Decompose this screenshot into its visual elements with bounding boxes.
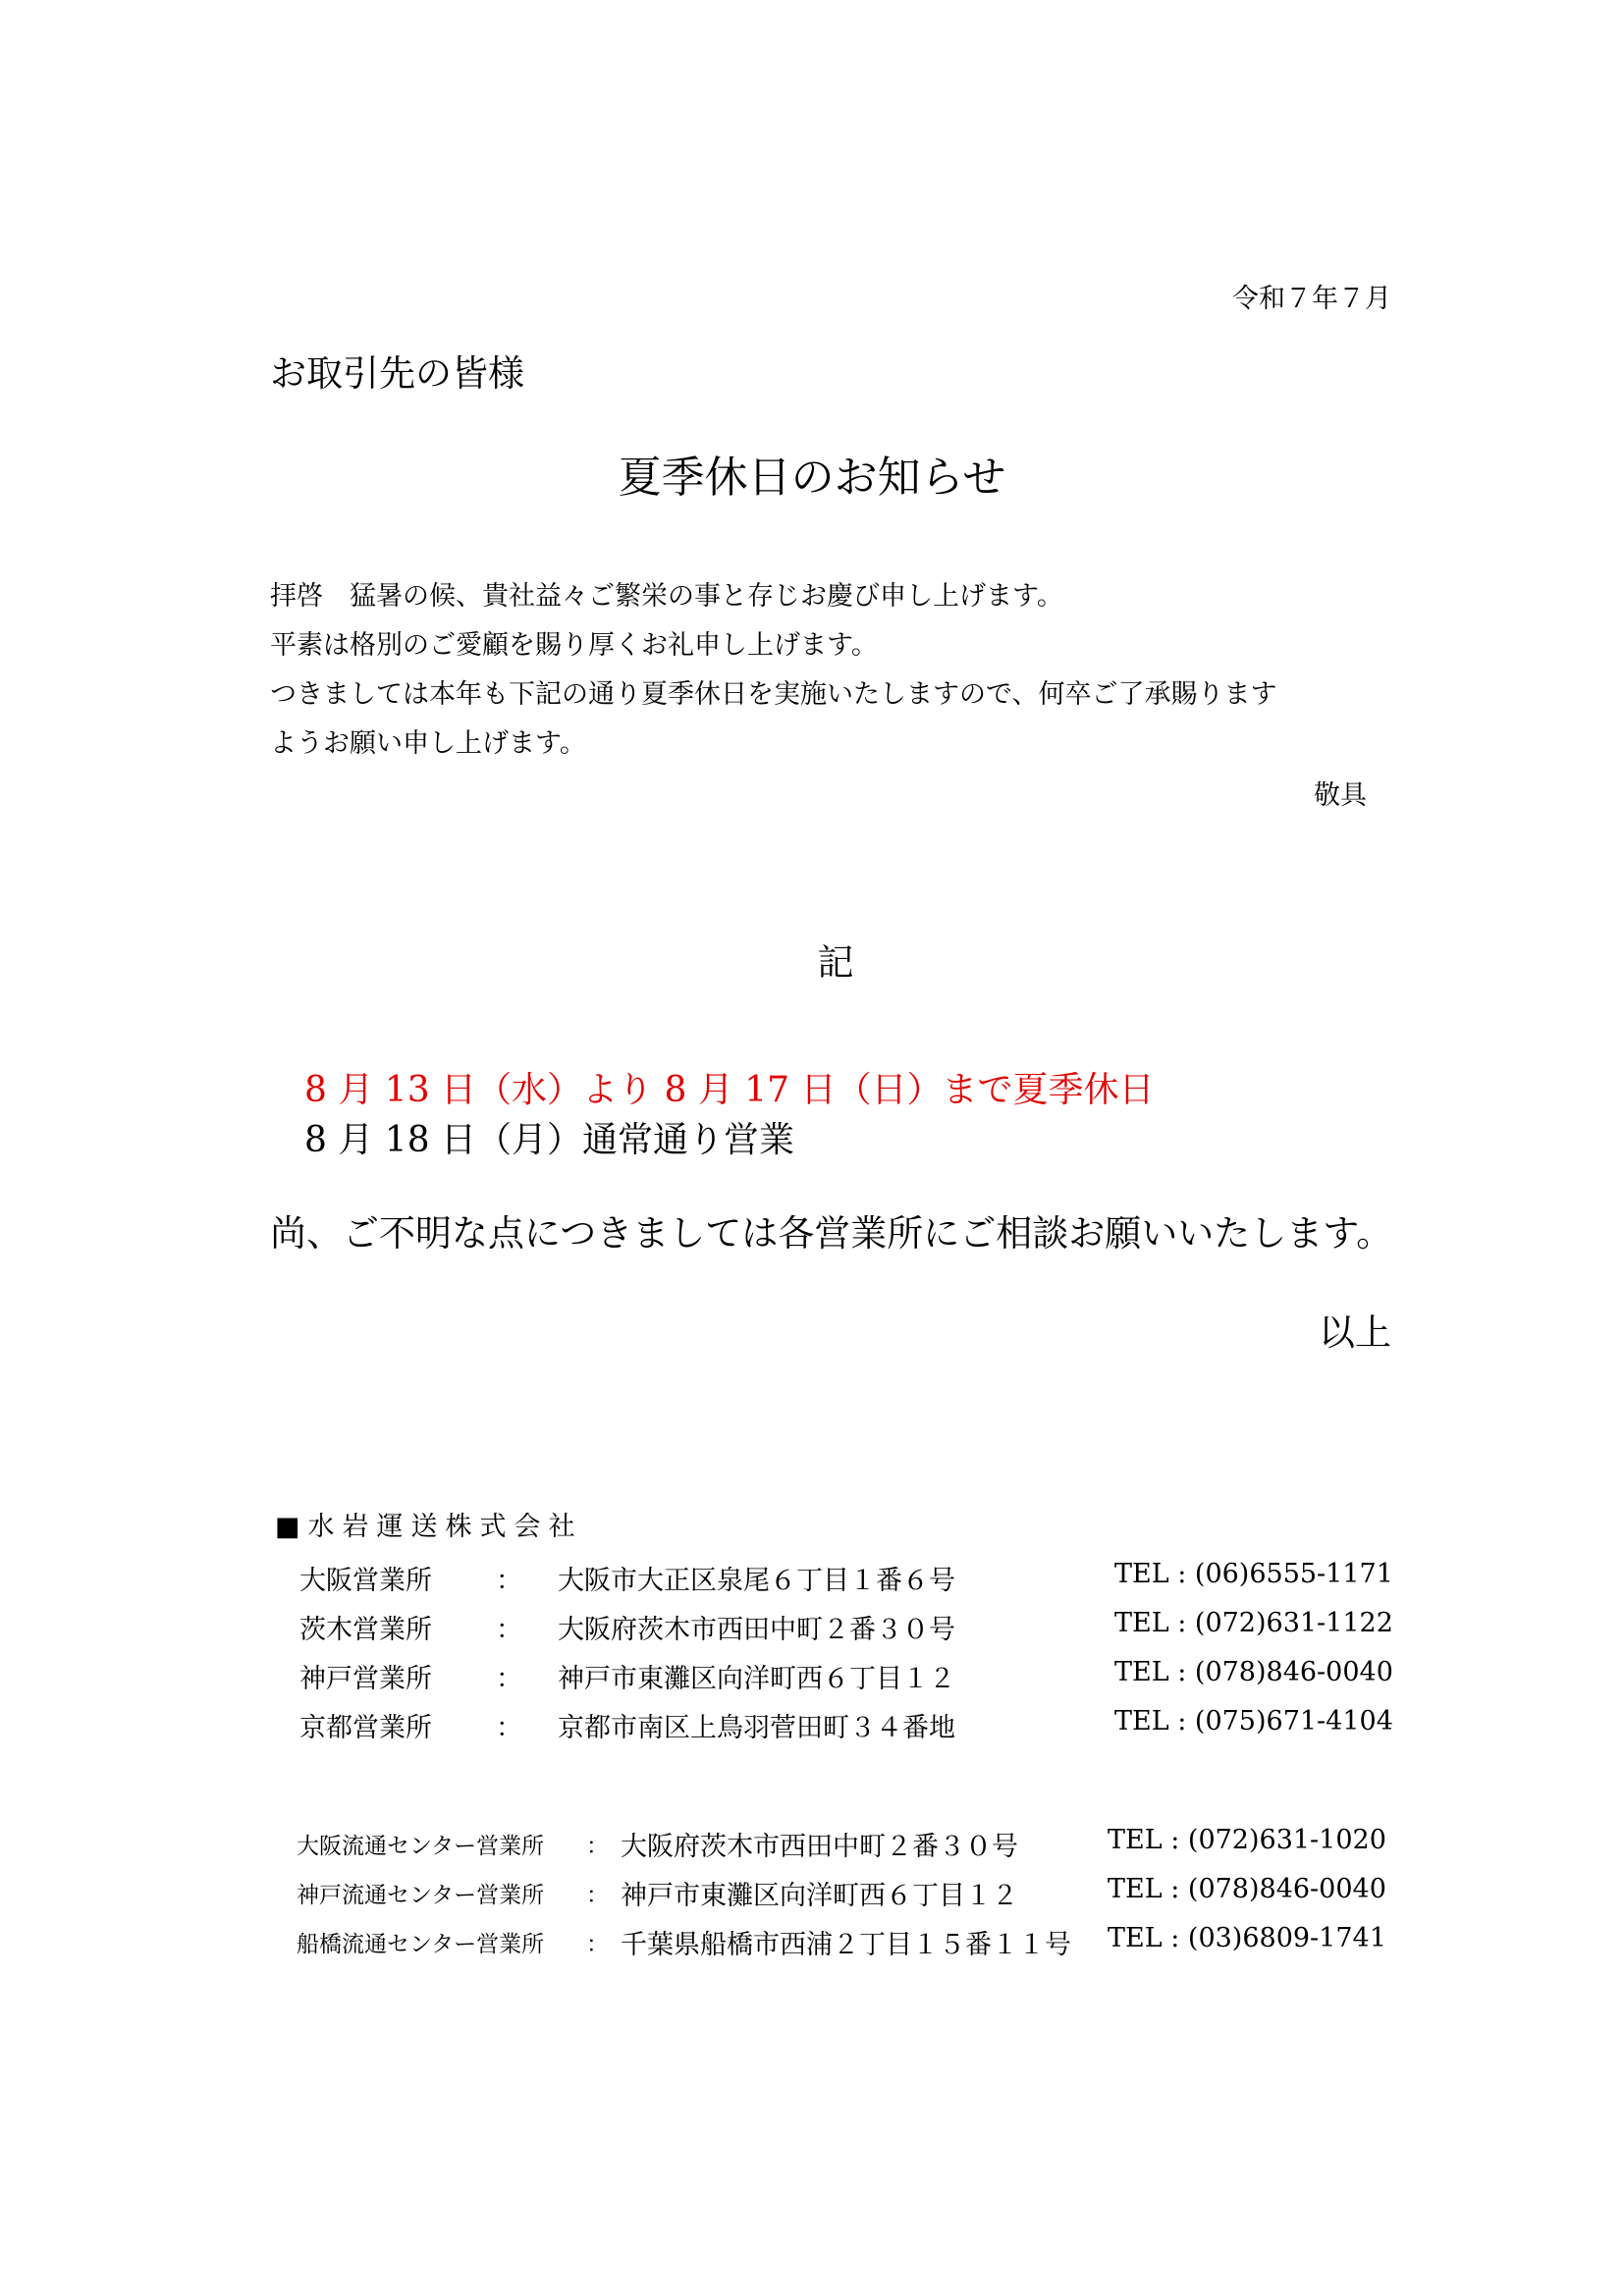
company-name: ■水岩運送株式会社: [275, 1512, 583, 1542]
addressee: お取引先の皆様: [270, 352, 524, 395]
resume-date: 8 月 18 日（月）通常通り営業: [304, 1120, 795, 1160]
center-tel: TEL : (03)6809-1741: [1108, 1923, 1386, 1953]
body-line-4: ようお願い申し上げます。: [270, 728, 586, 759]
center-row: [0, 1874, 1624, 1916]
office-row: [0, 1608, 1624, 1647]
office-name: 茨木営業所: [299, 1615, 432, 1645]
holiday-period: 8 月 13 日（水）より 8 月 17 日（日）まで夏季休日: [304, 1070, 1155, 1110]
office-tel: TEL : (072)631-1122: [1114, 1608, 1393, 1638]
center-row: [0, 1825, 1624, 1867]
center-colon: ：: [586, 1932, 609, 1957]
center-tel: TEL : (072)631-1020: [1108, 1825, 1386, 1855]
body-line-2: 平素は格別のご愛顧を賜り厚くお礼申し上げます。: [270, 630, 878, 661]
center-address: 千葉県船橋市西浦２丁目１５番１１号: [621, 1930, 1071, 1960]
center-name: 大阪流通センター営業所: [297, 1834, 545, 1859]
office-address: 神戸市東灘区向洋町西６丁目１２: [558, 1664, 955, 1694]
inquiry-note: 尚、ご不明な点につきましては各営業所にご相談お願いいたします。: [270, 1212, 1393, 1255]
office-colon: ：: [496, 1615, 522, 1645]
body-line-1: 拝啓 猛暑の候、貴社益々ご繁栄の事と存じお慶び申し上げます。: [270, 581, 1063, 612]
closing-ijou: 以上: [1319, 1311, 1391, 1354]
office-name: 京都営業所: [299, 1713, 432, 1743]
office-address: 大阪市大正区泉尾６丁目１番６号: [558, 1566, 955, 1596]
center-colon: ：: [586, 1883, 609, 1908]
office-tel: TEL : (078)846-0040: [1114, 1657, 1393, 1687]
office-colon: ：: [496, 1664, 522, 1694]
office-colon: ：: [496, 1566, 522, 1596]
office-tel: TEL : (06)6555-1171: [1114, 1559, 1393, 1589]
page-title: 夏季休日のお知らせ: [618, 453, 1006, 503]
center-row: [0, 1923, 1624, 1965]
office-row: [0, 1706, 1624, 1745]
office-address: 京都市南区上鳥羽菅田町３４番地: [558, 1713, 955, 1743]
center-colon: ：: [586, 1834, 609, 1859]
office-row: [0, 1657, 1624, 1696]
office-colon: ：: [496, 1713, 522, 1743]
office-row: [0, 1559, 1624, 1598]
center-tel: TEL : (078)846-0040: [1108, 1874, 1386, 1904]
closing-keigu: 敬具: [1314, 780, 1367, 811]
office-name: 大阪営業所: [299, 1566, 432, 1596]
center-name: 神戸流通センター営業所: [297, 1883, 545, 1908]
body-line-3: つきましては本年も下記の通り夏季休日を実施いたしますので、何卒ご了承賜ります: [270, 679, 1277, 710]
ki-heading: 記: [817, 941, 854, 984]
office-tel: TEL : (075)671-4104: [1114, 1706, 1393, 1736]
office-address: 大阪府茨木市西田中町２番３０号: [558, 1615, 955, 1645]
office-name: 神戸営業所: [299, 1664, 432, 1694]
center-address: 大阪府茨木市西田中町２番３０号: [621, 1832, 1018, 1862]
center-name: 船橋流通センター営業所: [297, 1932, 545, 1957]
letter-date: 令和７年７月: [1232, 284, 1391, 314]
center-address: 神戸市東灘区向洋町西６丁目１２: [621, 1881, 1018, 1911]
